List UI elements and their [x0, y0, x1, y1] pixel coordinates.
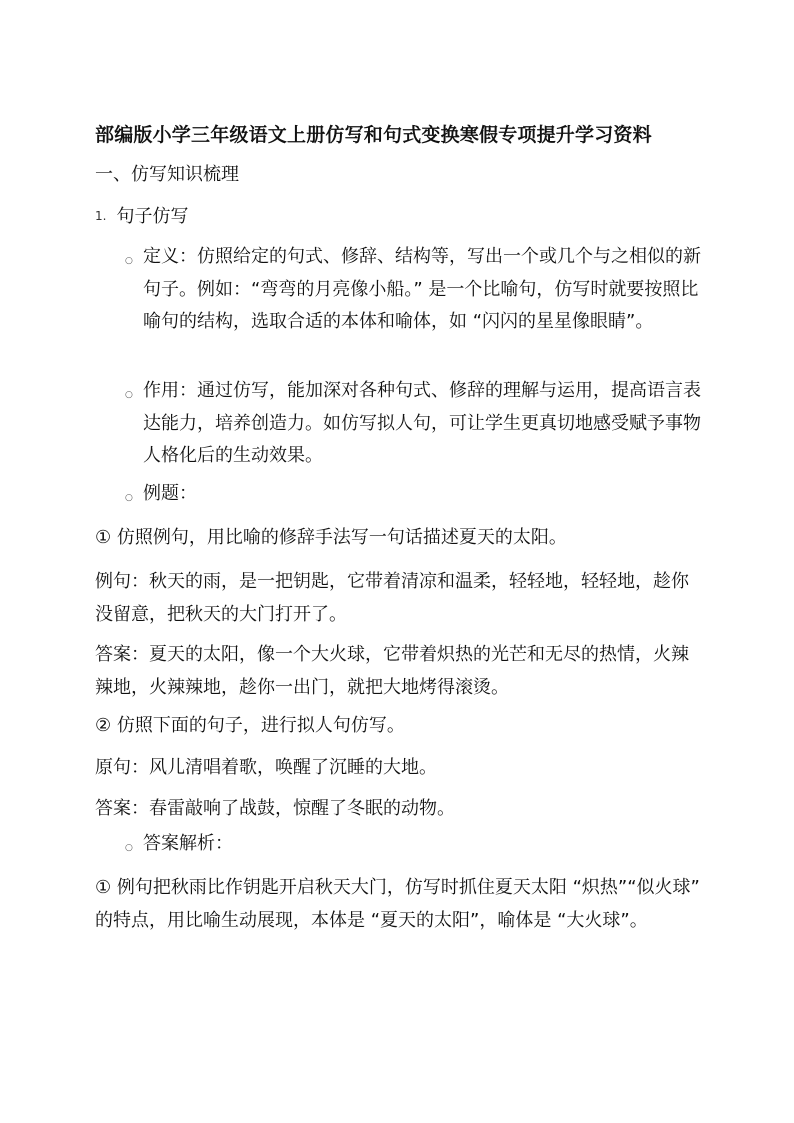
question-1: ① 仿照例句，用比喻的修辞手法写一句话描述夏天的太阳。	[95, 527, 567, 548]
question-1-answer: 答案：夏天的太阳，像一个大火球，它带着炽热的光芒和无尽的热情，火辣辣地，火辣辣地，趁你一出门，就把大地烤得滚烫。	[95, 644, 689, 698]
definition-paragraph: 定义：仿照给定的句式、修辞、结构等，写出一个或几个与之相似的新句子。例如：“弯弯的月亮像小船。” 是一个比喻句，仿写时就要按照比喻句的结构，选取合适的本体和喻体，如 “闪闪的星星像眼睛”。	[143, 246, 701, 332]
bullet-icon: ○	[125, 256, 133, 266]
section-heading: 一、仿写知识梳理	[95, 164, 239, 185]
subsection-heading	[95, 202, 188, 228]
question-1-example: 例句：秋天的雨，是一把钥匙，它带着清凉和温柔，轻轻地，轻轻地，趁你没留意，把秋天的大门打开了。	[95, 571, 689, 625]
example-label: 例题：	[143, 483, 197, 504]
subsection-label: 句子仿写	[116, 206, 189, 227]
bullet-icon: ○	[125, 390, 133, 400]
function-paragraph: 作用：通过仿写，能加深对各种句式、修辞的理解与运用，提高语言表达能力，培养创造力。如仿写拟人句，可让学生更真切地感受赋予事物人格化后的生动效果。	[143, 380, 701, 466]
analysis-1: ① 例句把秋雨比作钥匙开启秋天大门，仿写时抓住夏天太阳 “炽热”“似火球” 的特点，用比喻生动展现，本体是 “夏天的太阳”，喻体是 “大火球”。	[95, 877, 700, 931]
subsection-number: 1.	[95, 209, 107, 223]
bullet-icon: ○	[125, 493, 133, 503]
analysis-label: 答案解析：	[143, 833, 233, 854]
bullet-icon: ○	[125, 843, 133, 853]
document-title: 部编版小学三年级语文上册仿写和句式变换寒假专项提升学习资料	[95, 124, 652, 146]
question-2-answer: 答案：春雷敲响了战鼓，惊醒了冬眠的动物。	[95, 798, 455, 819]
question-2-original: 原句：风儿清唱着歌，唤醒了沉睡的大地。	[95, 757, 437, 778]
question-2: ② 仿照下面的句子，进行拟人句仿写。	[95, 715, 405, 736]
